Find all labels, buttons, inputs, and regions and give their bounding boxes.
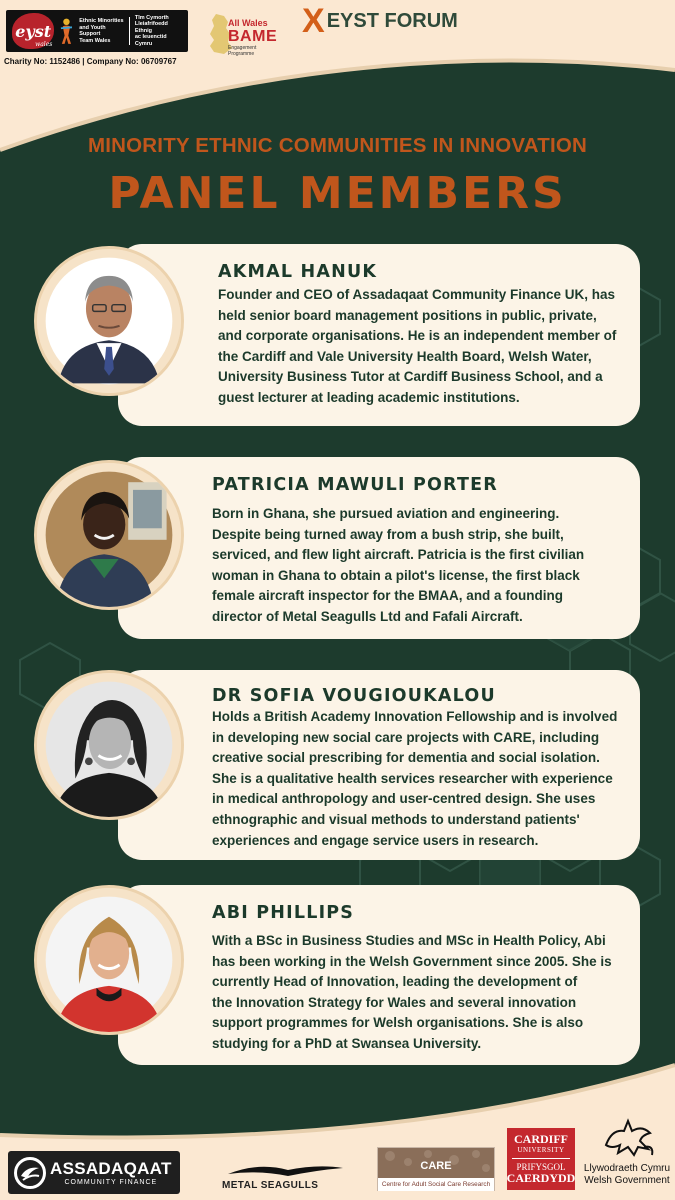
panel-card-abi-phillips	[118, 885, 640, 1065]
bio-line: female aircraft inspector for the BMAA, and a founding	[212, 588, 564, 604]
eyst-forum-logo[interactable]	[302, 0, 458, 42]
bio-line: woman in Ghana to obtain a pilot's license, the first black	[212, 567, 580, 583]
panel-member-name: PATRICIA MAWULI PORTER	[212, 475, 498, 495]
welsh-gov-line-1: Llywodraeth Cymru	[583, 1163, 671, 1174]
bame-line-3	[228, 46, 256, 57]
bio-line: in developing new social care projects with CARE, including	[212, 729, 600, 745]
bio-line: and corporate organisations. He is an independent member of	[218, 328, 617, 344]
bio-line: director of Metal Seagulls Ltd and Fafali Aircraft.	[212, 608, 523, 624]
bio-line: held senior board management positions in public, private,	[218, 307, 597, 323]
cardiff-line-2: UNIVERSITY	[517, 1146, 565, 1154]
bio-line: currently Head of Innovation, leading the development of	[212, 974, 578, 990]
eyst-en-line-1: Ethnic Minorities	[79, 18, 124, 24]
bio-line: serviced, and flew light aircraft. Patricia is the first civilian	[212, 547, 585, 563]
dragon-icon	[598, 1115, 658, 1161]
eyst-wordmark: eyst	[15, 21, 52, 41]
bio-line: Founder and CEO of Assadaqaat Community Finance UK, has	[218, 287, 616, 302]
panel-member-bio	[212, 931, 620, 1055]
panel-card-sofia-vougioukalou	[118, 670, 640, 860]
bio-line: creative social prescribing for dementia and social isolation.	[212, 750, 600, 766]
eyst-mark-icon	[12, 13, 54, 49]
panel-card-patricia-mawuli-porter	[118, 457, 640, 639]
bio-line: has been working in the Welsh Government since 2005. She is	[212, 953, 612, 969]
seagull-icon	[218, 1160, 348, 1180]
eyst-cy-line-1: Tîm Cymorth	[134, 14, 169, 21]
bame-line-3a: Engagement	[228, 45, 257, 51]
panel-member-bio	[218, 285, 620, 409]
eyst-en-line-2: and Youth Support	[79, 24, 106, 37]
metal-seagulls-logo[interactable]	[218, 1160, 348, 1192]
panel-member-bio	[212, 504, 620, 628]
bame-line-1: All Wales	[228, 18, 268, 28]
bio-line: ethnographic and visual methods to understand patients'	[212, 811, 580, 827]
bio-line: the Innovation Strategy for Wales and several innovation	[212, 994, 577, 1010]
bio-line: studying for a PhD at Swansea University.	[212, 1035, 482, 1051]
eyst-region: wales	[35, 41, 53, 48]
bio-line: Born in Ghana, she pursued aviation and engineering.	[212, 506, 560, 521]
forum-x-icon: X	[302, 1, 325, 40]
eyst-cy-line-2: Lleiafrifoedd Ethnig	[134, 21, 168, 34]
care-word: CARE	[420, 1160, 452, 1172]
panel-member-name: AKMAL HANUK	[218, 262, 378, 282]
welsh-gov-line-2: Welsh Government	[584, 1175, 670, 1186]
bame-line-2: BAME	[228, 28, 278, 45]
welsh-government-logo[interactable]	[583, 1115, 673, 1195]
eyst-en-line-3: Team Wales	[79, 37, 111, 44]
assadaqaat-logo[interactable]	[8, 1151, 180, 1194]
bio-line: University Business Tutor at Cardiff Business School, and a	[218, 369, 603, 385]
panel-member-bio	[212, 707, 620, 851]
bio-line: Despite being turned away from a bush strip, she built,	[212, 526, 564, 542]
panel-member-name: DR SOFIA VOUGIOUKALOU	[212, 686, 496, 706]
assadaqaat-name: ASSADAQAAT	[50, 1159, 172, 1178]
bio-line: She is a qualitative health services researcher with experience	[212, 770, 613, 786]
cardiff-rule	[512, 1158, 570, 1159]
figure-icon	[60, 16, 73, 46]
avatar-sofia-vougioukalou	[34, 670, 184, 820]
all-wales-bame-logo[interactable]	[206, 8, 276, 60]
eyst-wales-logo[interactable]	[6, 10, 188, 52]
eyst-divider	[129, 17, 130, 45]
charity-number: Charity No: 1152486 | Company No: 06709767	[4, 57, 177, 66]
metal-seagulls-text: METAL SEAGULLS	[222, 1180, 319, 1191]
bio-line: With a BSc in Business Studies and MSc in Health Policy, Abi	[212, 933, 606, 948]
assadaqaat-mark-icon	[14, 1157, 46, 1189]
forum-wordmark: EYST FORUM	[326, 9, 458, 32]
assadaqaat-tagline: COMMUNITY FINANCE	[64, 1179, 158, 1186]
avatar-abi-phillips	[34, 885, 184, 1035]
panel-member-name: ABI PHILLIPS	[212, 903, 355, 923]
bio-line: experiences and engage service users in research.	[212, 832, 539, 848]
cardiff-line-3: PRIFYSGOL	[516, 1162, 566, 1172]
bio-line: guest lecturer at leading academic institutions.	[218, 389, 520, 405]
cardiff-line-4: CAERDYDD	[506, 1171, 576, 1185]
page-title: PANEL MEMBERS	[108, 168, 567, 219]
panel-card-akmal-hanuk	[118, 244, 640, 426]
care-tagline: Centre for Adult Social Care Research	[378, 1178, 494, 1191]
cardiff-line-1: CARDIFF	[514, 1132, 568, 1146]
bame-line-3b: Programme	[228, 50, 255, 57]
eyst-cy-line-3: ac Ieuenctid Cymru	[134, 34, 167, 47]
cardiff-university-logo[interactable]	[507, 1128, 575, 1190]
bio-line: in medical anthropology and user-centred design. She uses	[212, 791, 596, 807]
bio-line: support programmes for Welsh organisations. She is also	[212, 1015, 584, 1031]
avatar-akmal-hanuk	[34, 246, 184, 396]
avatar-patricia-mawuli-porter	[34, 460, 184, 610]
page-subtitle: MINORITY ETHNIC COMMUNITIES IN INNOVATION	[87, 134, 588, 157]
care-logo[interactable]	[377, 1147, 495, 1191]
bio-line: Holds a British Academy Innovation Fellowship and is involved	[212, 709, 618, 724]
bio-line: the Cardiff and Vale University Health Board, Welsh Water,	[218, 348, 592, 364]
